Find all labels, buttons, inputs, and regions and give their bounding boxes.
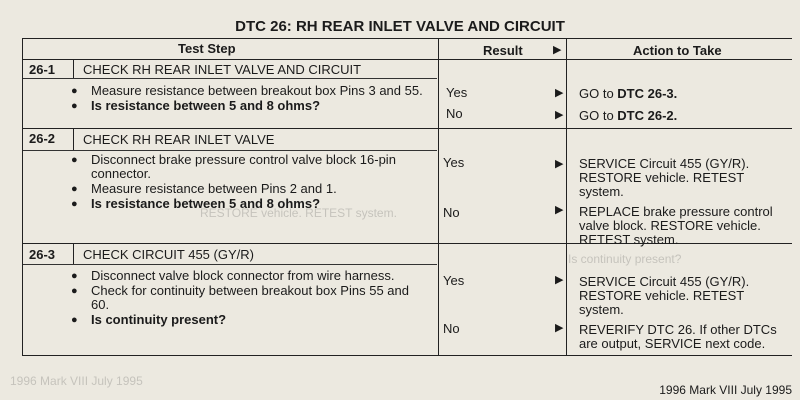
arrow-right-icon: ▶ — [553, 44, 562, 56]
header-result: Result — [483, 43, 523, 58]
step-title: CHECK RH REAR INLET VALVE AND CIRCUIT — [83, 62, 362, 77]
arrow-right-icon: ▶ — [555, 87, 564, 99]
step-id: 26-3 — [29, 247, 56, 262]
instruction-item: ● Disconnect valve block connector from wire harness. — [69, 269, 429, 283]
action-text: GO to DTC 26-2. — [579, 108, 678, 123]
arrow-right-icon: ▶ — [555, 109, 564, 121]
result-no: No — [446, 106, 463, 121]
result-yes: Yes — [443, 273, 465, 288]
step-instructions — [69, 153, 429, 212]
action-text: GO to DTC 26-3. — [579, 86, 678, 101]
action-text: REPLACE brake pressure control valve block. RESTORE vehicle. RETEST system. — [579, 204, 773, 247]
diagnostic-table — [22, 38, 792, 356]
instruction-item: ● Measure resistance between breakout box Pins 3 and 55. — [69, 84, 429, 98]
arrow-right-icon: ▶ — [555, 158, 564, 170]
action-text: SERVICE Circuit 455 (GY/R). RESTORE vehicle. RETEST system. — [579, 156, 750, 199]
instruction-question: ● Is continuity present? — [69, 313, 429, 327]
page-title: DTC 26: RH REAR INLET VALVE AND CIRCUIT — [235, 18, 565, 35]
arrow-right-icon: ▶ — [555, 322, 564, 334]
step-title: CHECK RH REAR INLET VALVE — [83, 132, 275, 147]
action-text: REVERIFY DTC 26. If other DTCs are output, SERVICE next code. — [579, 322, 777, 351]
instruction-item: ● Check for continuity between breakout box Pins 55 and 60. — [69, 284, 429, 312]
result-no: No — [443, 321, 460, 336]
arrow-right-icon: ▶ — [555, 204, 564, 216]
bleed-through-text: 1996 Mark VIII July 1995 — [10, 374, 143, 388]
page-footer: 1996 Mark VIII July 1995 — [659, 383, 792, 397]
result-yes: Yes — [443, 155, 465, 170]
result-yes: Yes — [446, 85, 468, 100]
step-id: 26-1 — [29, 62, 56, 77]
instruction-question: ● Is resistance between 5 and 8 ohms? — [69, 197, 429, 211]
step-instructions — [69, 269, 429, 328]
step-id: 26-2 — [29, 131, 56, 146]
instruction-item: ● Disconnect brake pressure control valve block 16-pin connector. — [69, 153, 429, 181]
bleed-through-text: Is continuity present? — [568, 252, 682, 266]
header-test-step: Test Step — [178, 41, 236, 56]
action-text: SERVICE Circuit 455 (GY/R). RESTORE vehicle. RETEST system. — [579, 274, 750, 317]
result-no: No — [443, 205, 460, 220]
instruction-question: ● Is resistance between 5 and 8 ohms? — [69, 99, 429, 113]
header-action: Action to Take — [633, 43, 722, 58]
step-title: CHECK CIRCUIT 455 (GY/R) — [83, 247, 254, 262]
step-instructions — [69, 84, 429, 114]
bleed-through-text: RESTORE vehicle. RETEST system. — [200, 206, 397, 220]
instruction-item: ● Measure resistance between Pins 2 and 1. — [69, 182, 429, 196]
arrow-right-icon: ▶ — [555, 274, 564, 286]
